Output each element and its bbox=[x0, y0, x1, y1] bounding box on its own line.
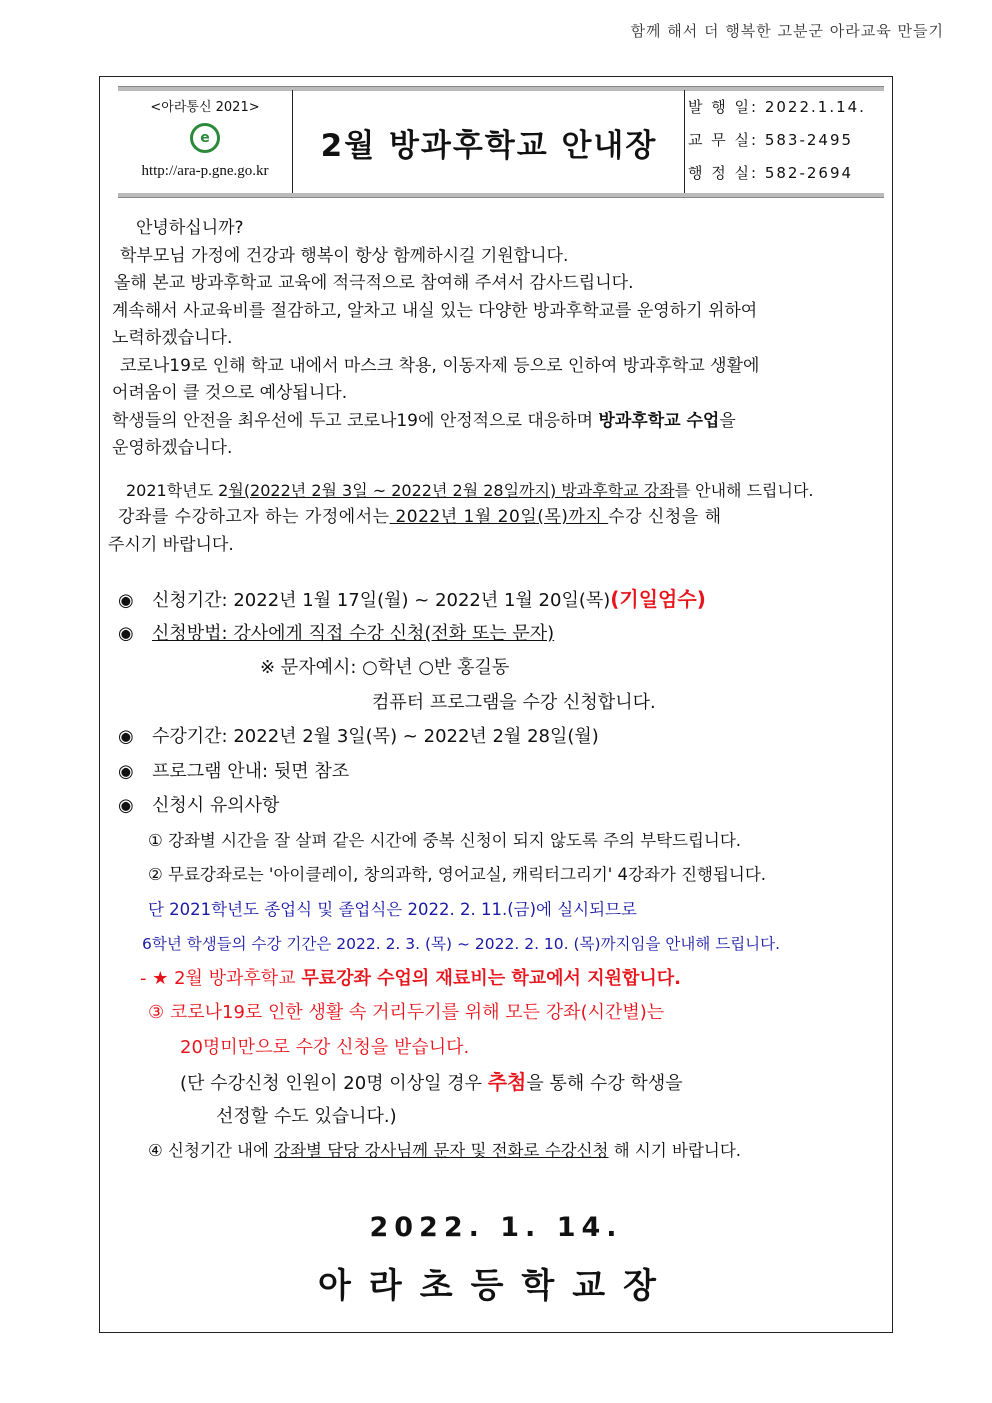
notice-text: 2021학년도 2 bbox=[126, 480, 229, 500]
spacer bbox=[108, 463, 884, 477]
intro-line: 코로나19로 인해 학교 내에서 마스크 착용, 이동자제 등으로 인하여 방과후학교 생활에 bbox=[120, 355, 760, 376]
lottery-emphasis: 추첨 bbox=[487, 1070, 527, 1094]
school-url: http://ara-p.gne.go.kr bbox=[141, 163, 269, 179]
notice-line-2 bbox=[108, 504, 884, 532]
admin-phone: 행 정 실: 582-2694 bbox=[688, 164, 854, 182]
caution-note-1: ① 강좌별 시간을 잘 살펴 같은 시간에 중복 신청이 되지 않도록 주의 부탁드립니다. bbox=[148, 830, 742, 850]
free-course-notice bbox=[118, 962, 888, 997]
newsletter-name: <아라통신 2021> bbox=[150, 100, 260, 115]
notice-text: 수강 신청을 해 bbox=[608, 507, 722, 527]
bullet-icon: ◉ bbox=[118, 795, 134, 816]
cautions-heading: 신청시 유의사항 bbox=[152, 795, 280, 816]
principal-signature: 아라초등학교장 bbox=[318, 1266, 674, 1306]
notice-line-3: 주시기 바랍니다. bbox=[108, 534, 234, 555]
notice-underlined: 월(2022년 2월 3일 ~ 2022년 2월 28일까지) 방과후학교 강좌 bbox=[228, 480, 675, 500]
note-text: ④ 신청기간 내에 bbox=[148, 1141, 275, 1160]
newsletter-header bbox=[118, 86, 884, 198]
caution-note-3-line: 20명미만으로 수강 신청을 받습니다. bbox=[180, 1036, 470, 1058]
sms-example: ※ 문자예시: ○학년 ○반 홍길동 bbox=[260, 657, 510, 678]
notice-line-1 bbox=[108, 477, 884, 505]
intro-text: 학생들의 안전을 최우선에 두고 코로나19에 안정적으로 대응하며 bbox=[112, 410, 594, 431]
header-bottom-rule bbox=[118, 193, 884, 198]
intro-line: 노력하겠습니다. bbox=[112, 328, 233, 348]
program-guide: 프로그램 안내: 뒷면 참조 bbox=[152, 760, 350, 782]
apply-method-item bbox=[118, 617, 888, 652]
bullet-icon: ◉ bbox=[118, 726, 134, 747]
cautions-item bbox=[118, 789, 888, 824]
apply-period: 신청기간: 2022년 1월 17일(월) ~ 2022년 1월 20일(목) bbox=[152, 590, 611, 611]
apply-method: 신청방법: 강사에게 직접 수강 신청(전화 또는 문자) bbox=[152, 622, 555, 644]
lottery-text: (단 수강신청 인원이 20명 이상일 경우 bbox=[180, 1073, 488, 1094]
bullet-icon: ◉ bbox=[118, 622, 134, 644]
intro-line: 어려움이 클 것으로 예상됩니다. bbox=[112, 383, 348, 403]
page-title: 2월 방과후학교 안내장 bbox=[294, 90, 685, 194]
star-icon: - ★ bbox=[140, 967, 175, 989]
intro-line: 운영하겠습니다. bbox=[112, 438, 233, 458]
lottery-text: 을 통해 수강 학생을 bbox=[526, 1073, 683, 1094]
office-phone: 교 무 실: 583-2495 bbox=[688, 131, 854, 149]
course-period: 수강기간: 2022년 2월 3일(목) ~ 2022년 2월 28일(월) bbox=[152, 726, 599, 747]
caution-note-2-detail: 6학년 학생들의 수강 기간은 2022. 2. 3. (목) ~ 2022. 2. 10. (목)까지임을 안내해 드립니다. bbox=[142, 935, 781, 953]
caution-note-3-line: 선정할 수도 있습니다.) bbox=[216, 1105, 397, 1127]
apply-deadline-note: (기일엄수) bbox=[610, 587, 706, 611]
bullet-icon: ◉ bbox=[118, 760, 134, 782]
caution-note-3-line bbox=[118, 1065, 888, 1100]
program-item bbox=[118, 755, 888, 790]
bullet-icon: ◉ bbox=[118, 590, 134, 611]
sms-example-2: 컴퓨터 프로그램을 수강 신청합니다. bbox=[372, 691, 656, 713]
notice-text: 를 안내해 드립니다. bbox=[674, 480, 814, 500]
school-slogan: 함께 해서 더 행복한 고분군 아라교육 만들기 bbox=[630, 22, 944, 40]
intro-emphasis: 방과후학교 수업 bbox=[598, 410, 720, 431]
notice-text: 강좌를 수강하고자 하는 가정에서는 bbox=[118, 507, 390, 527]
intro-section bbox=[108, 215, 884, 559]
apply-period-item bbox=[118, 582, 888, 617]
application-items bbox=[118, 582, 888, 1169]
caution-note-4 bbox=[118, 1134, 888, 1169]
issue-footer-date: 2022. 1. 14. bbox=[369, 1212, 623, 1243]
caution-note-2-detail: 단 2021학년도 종업식 및 졸업식은 2022. 2. 11.(금)에 실시되므로 bbox=[148, 899, 637, 919]
header-masthead bbox=[118, 90, 293, 194]
school-logo-icon: e bbox=[190, 123, 220, 153]
course-period-item bbox=[118, 720, 888, 755]
notice-deadline: 2022년 1월 20일(목)까지 bbox=[389, 507, 609, 527]
free-course-emphasis: 무료강좌 수업의 재료비는 학교에서 지원합니다. bbox=[301, 967, 681, 989]
issue-date: 발 행 일: 2022.1.14. bbox=[688, 98, 866, 116]
intro-line: 학부모님 가정에 건강과 행복이 항상 함께하시길 기원합니다. bbox=[120, 245, 569, 266]
caution-note-2: ② 무료강좌로는 '아이클레이, 창의과학, 영어교실, 캐릭터그리기' 4강좌가 진행됩니다. bbox=[148, 865, 767, 884]
caution-note-3: ③ 코로나19로 인한 생활 속 거리두기를 위해 모든 강좌(시간별)는 bbox=[148, 1002, 665, 1023]
intro-line: 올해 본교 방과후학교 교육에 적극적으로 참여해 주셔서 감사드립니다. bbox=[114, 273, 634, 293]
intro-text: 을 bbox=[719, 410, 736, 431]
note-text: 해 시기 바랍니다. bbox=[608, 1141, 742, 1160]
note-underlined: 강좌별 담당 강사님께 문자 및 전화로 수강신청 bbox=[274, 1141, 609, 1160]
header-contact-info bbox=[686, 92, 884, 191]
free-course-text: 2월 방과후학교 bbox=[174, 967, 302, 989]
intro-line: 계속해서 사교육비를 절감하고, 알차고 내실 있는 다양한 방과후학교를 운영하기 위하여 bbox=[112, 300, 758, 321]
greeting: 안녕하십니까? bbox=[136, 218, 244, 238]
intro-line bbox=[108, 408, 884, 436]
